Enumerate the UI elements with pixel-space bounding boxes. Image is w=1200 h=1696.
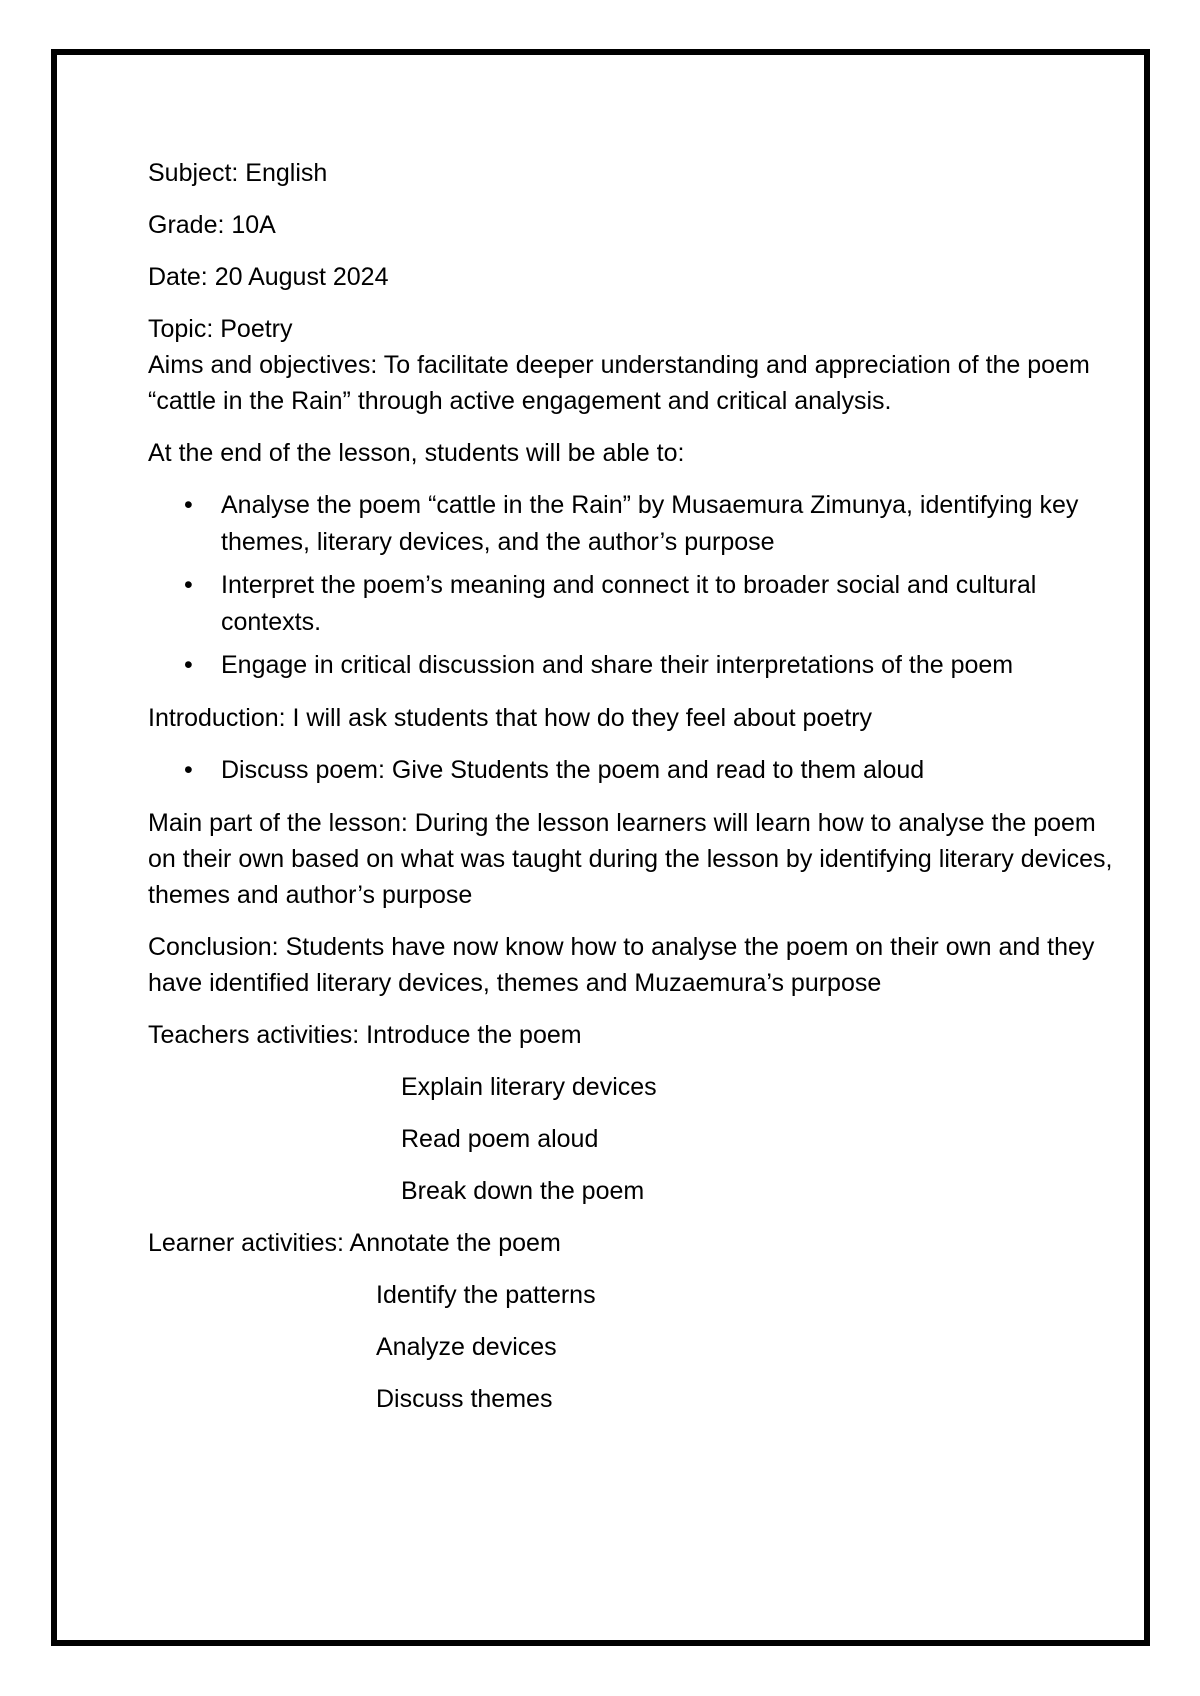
teacher-activity-item: Read poem aloud [401,1125,599,1153]
learner-activities [148,1225,1128,1417]
topic-line: Topic: Poetry [148,315,293,343]
teacher-activity-item: Break down the poem [401,1177,645,1205]
teacher-activity-item: Explain literary devices [401,1073,657,1101]
list-item-text: Interpret the poem’s meaning and connect it to broader social and cultural contexts. [221,571,1037,636]
subject-line: Subject: English [148,159,328,187]
teacher-activities-label: Teachers activities: [148,1021,360,1049]
introduction-list [148,752,1128,789]
introduction-paragraph: Introduction: I will ask students that how do they feel about poetry [148,704,873,732]
list-item [148,567,1128,641]
aims-paragraph: Aims and objectives: To facilitate deeper understanding and appreciation of the poem “cattle in the Rain” through active engagement and critical analysis. [148,351,1090,415]
bullet-icon: • [184,491,193,519]
list-item [148,752,1128,789]
learner-activities-first-row [148,1225,1128,1261]
main-part-paragraph: Main part of the lesson: During the lesson learners will learn how to analyse the poem on their own based on what was taught during the lesson by identifying literary devices, themes and author’s purpose [148,809,1113,909]
grade-line: Grade: 10A [148,211,276,239]
list-item-text: Discuss poem: Give Students the poem and read to them aloud [221,756,925,784]
teacher-activities-first-row [148,1017,1128,1053]
outcomes-intro: At the end of the lesson, students will be able to: [148,439,685,467]
list-item [148,647,1128,684]
bullet-icon: • [184,571,193,599]
list-item-text: Analyse the poem “cattle in the Rain” by Musaemura Zimunya, identifying key themes, literary devices, and the author’s purpose [221,491,1079,556]
learner-activities-label: Learner activities: [148,1229,344,1257]
outcomes-list [148,487,1128,684]
learner-activity-item: Identify the patterns [376,1281,596,1309]
teacher-activity-item: Introduce the poem [366,1021,582,1049]
list-item [148,487,1128,561]
date-line: Date: 20 August 2024 [148,263,389,291]
lesson-plan [148,155,1128,1417]
learner-activity-item: Analyze devices [376,1333,557,1361]
learner-activity-item: Annotate the poem [349,1229,561,1257]
learner-activity-item: Discuss themes [376,1385,553,1413]
bullet-icon: • [184,756,193,784]
list-item-text: Engage in critical discussion and share their interpretations of the poem [221,651,1014,679]
teacher-activities [148,1017,1128,1209]
bullet-icon: • [184,651,193,679]
conclusion-paragraph: Conclusion: Students have now know how to analyse the poem on their own and they have identified literary devices, themes and Muzaemura’s purpose [148,933,1095,997]
